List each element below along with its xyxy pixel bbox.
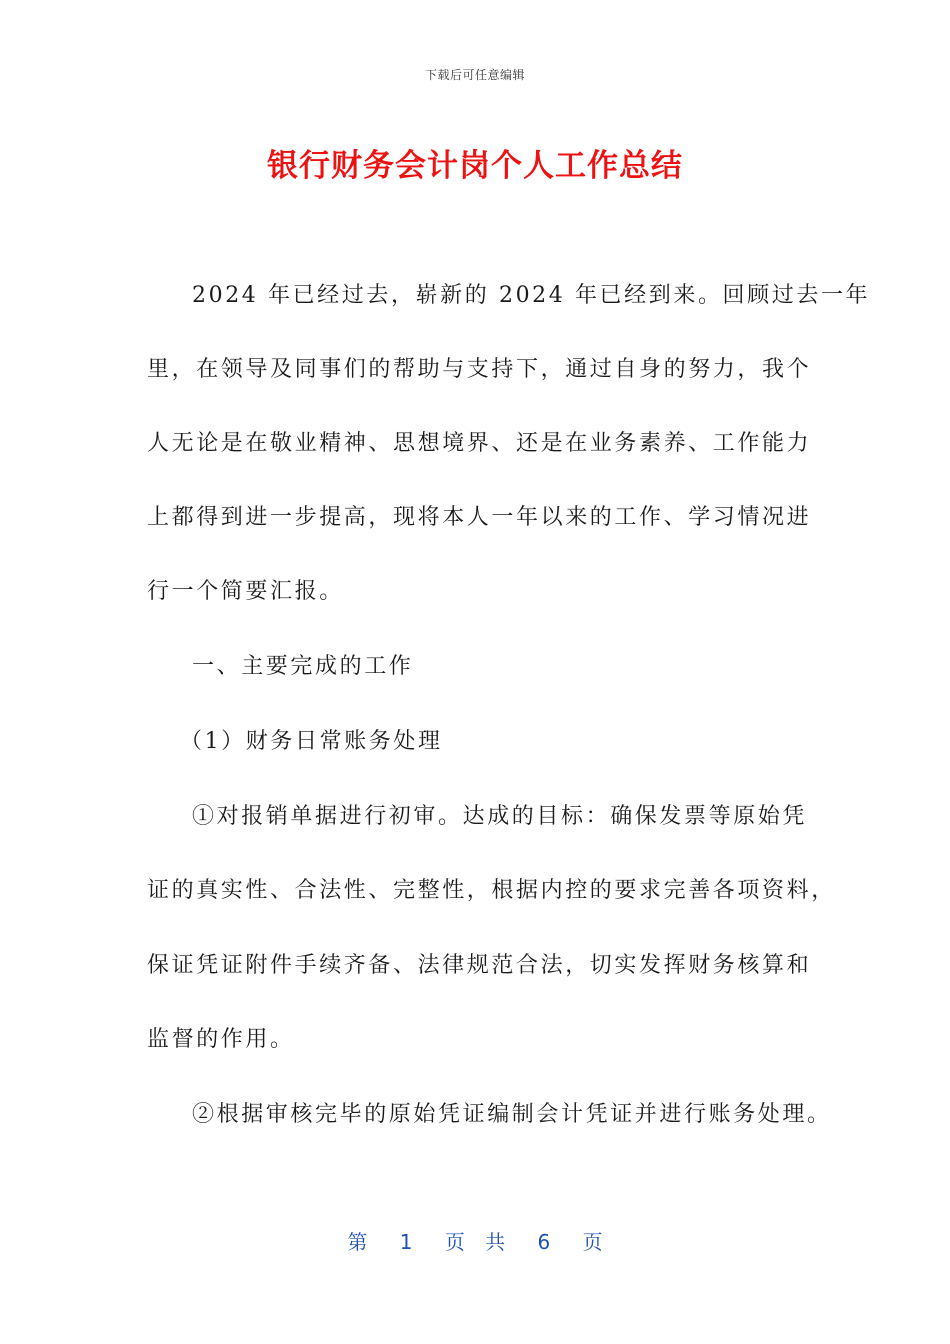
- footer-suffix: 页: [582, 1230, 603, 1254]
- body-line: 行一个简要汇报。: [147, 579, 344, 604]
- document-title: 银行财务会计岗个人工作总结: [267, 148, 683, 184]
- body-line: ①对报销单据进行初审。达成的目标：确保发票等原始凭: [192, 804, 808, 829]
- body-line: ②根据审核完毕的原始凭证编制会计凭证并进行账务处理。: [192, 1102, 832, 1127]
- body-line: 里，在领导及同事们的帮助与支持下，通过自身的努力，我个: [147, 357, 812, 382]
- body-line: 证的真实性、合法性、完整性，根据内控的要求完善各项资料，: [147, 878, 836, 903]
- footer-current-page: 1: [399, 1230, 413, 1254]
- body-line: 人无论是在敬业精神、思想境界、还是在业务素养、工作能力: [147, 431, 812, 456]
- body-line: 监督的作用。: [147, 1027, 295, 1052]
- header-note: 下载后可任意编辑: [424, 68, 525, 82]
- subsection-heading: （1）财务日常账务处理: [180, 729, 443, 754]
- footer-total-pages: 6: [537, 1230, 551, 1254]
- footer-middle: 页 共: [444, 1230, 506, 1254]
- footer-prefix: 第: [347, 1230, 368, 1254]
- page-footer: [0, 1226, 950, 1255]
- section-heading: 一、主要完成的工作: [192, 654, 414, 679]
- body-line: 保证凭证附件手续齐备、法律规范合法，切实发挥财务核算和: [147, 953, 812, 978]
- body-line: 2024 年已经过去，崭新的 2024 年已经到来。回顾过去一年: [192, 283, 871, 308]
- body-line: 上都得到进一步提高，现将本人一年以来的工作、学习情况进: [147, 505, 812, 530]
